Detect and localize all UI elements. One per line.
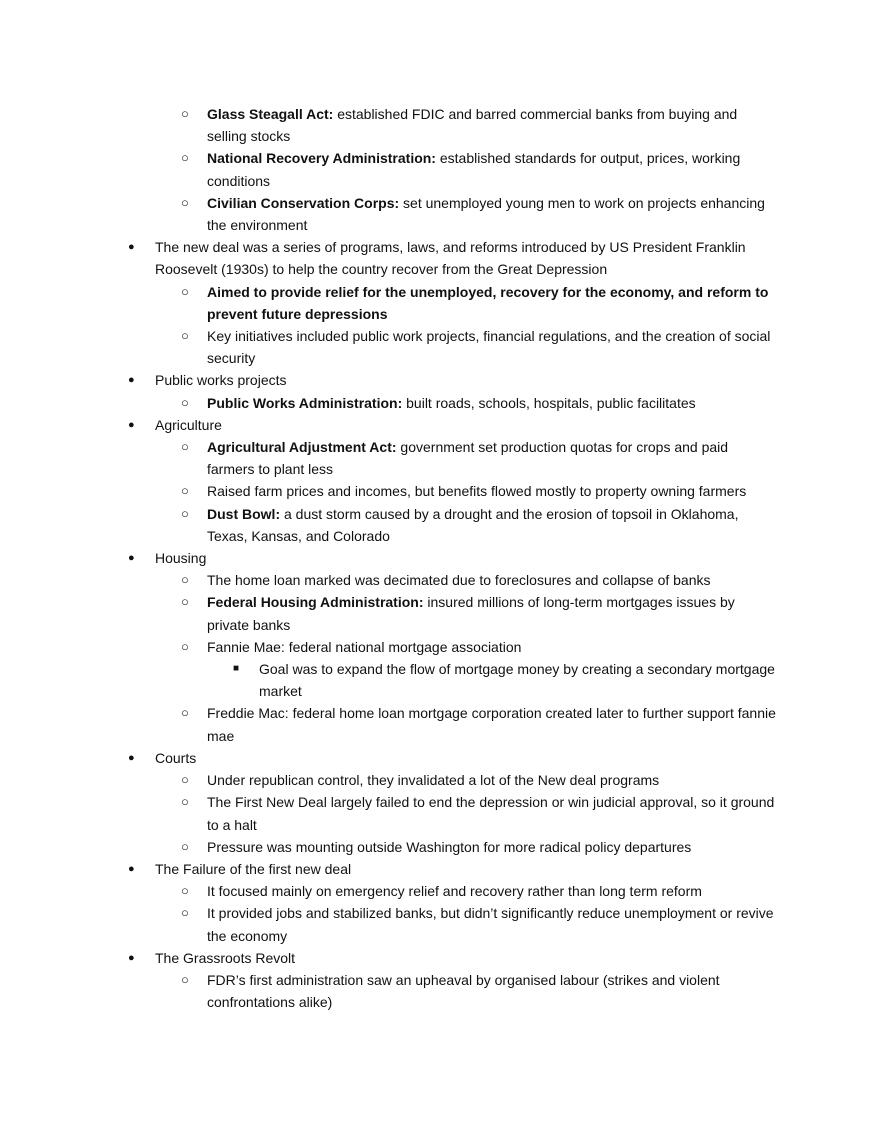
filled-bullet-icon: ● [128,951,135,964]
hollow-bullet-icon: ○ [181,772,189,788]
item-text: Courts [155,749,197,766]
outline-item-level-2 [0,769,777,791]
item-text: a dust storm caused by a drought and the erosion of topsoil in Oklahoma, Texas, Kansas, and Colorado [207,505,739,544]
outline-item-level-2 [0,902,777,946]
item-text: insured millions of long-term mortgages issues by private banks [207,594,735,633]
hollow-bullet-icon: ○ [181,705,189,721]
outline-item-level-2 [0,836,777,858]
item-text: Goal was to expand the flow of mortgage money by creating a secondary mortgage market [259,661,775,700]
item-text: Raised farm prices and incomes, but benefits flowed mostly to property owning farmers [207,483,747,500]
outline-item-level-2 [0,880,777,902]
hollow-bullet-icon: ○ [181,638,189,654]
outline-item-level-2 [0,147,777,191]
bold-term: Federal Housing Administration: [207,594,424,611]
outline-item-level-2 [0,569,777,591]
item-text: FDR’s first administration saw an upheaval by organised labour (strikes and violent confrontations alike) [207,971,720,1011]
outline-item-level-2 [0,392,777,414]
hollow-bullet-icon: ○ [181,594,189,610]
outline-item-level-2 [0,436,777,480]
item-text: Key initiatives included public work projects, financial regulations, and the creation of social security [207,328,771,367]
bold-term: Aimed to provide relief for the unemployed, recovery for the economy, and reform to prevent future depressions [207,283,769,322]
item-text: Under republican control, they invalidated a lot of the New deal programs [207,772,660,789]
outline-item-level-2 [0,636,777,658]
filled-bullet-icon: ● [128,862,135,875]
hollow-bullet-icon: ○ [181,971,189,987]
outline-item-level-2 [0,791,777,835]
item-text: government set production quotas for crops and paid farmers to plant less [207,439,729,478]
item-text: set unemployed young men to work on projects enhancing the environment [207,194,765,234]
square-bullet-icon: ■ [233,663,240,675]
filled-bullet-icon: ● [128,374,135,387]
item-text: It provided jobs and stabilized banks, but didn’t significantly reduce unemployment or revive the economy [207,905,774,944]
item-text: The First New Deal largely failed to end the depression or win judicial approval, so it ground to a halt [207,794,775,833]
outline-list [0,103,880,1013]
item-text: It focused mainly on emergency relief and recovery rather than long term reform [207,883,702,900]
outline-item-level-2 [0,192,777,236]
hollow-bullet-icon: ○ [181,283,189,299]
outline-item-level-2 [0,325,777,369]
outline-item-level-1 [0,414,780,436]
outline-item-level-1 [0,747,780,769]
hollow-bullet-icon: ○ [181,883,189,899]
outline-item-level-2 [0,281,777,325]
bold-term: Glass Steagall Act: [207,106,334,122]
hollow-bullet-icon: ○ [181,838,189,854]
bold-term: National Recovery Administration: [207,150,436,167]
filled-bullet-icon: ● [128,418,135,431]
item-text: established FDIC and barred commercial banks from buying and selling stocks [207,106,738,145]
filled-bullet-icon: ● [128,552,135,565]
outline-item-level-1 [0,547,780,569]
hollow-bullet-icon: ○ [181,150,189,166]
hollow-bullet-icon: ○ [181,794,189,810]
hollow-bullet-icon: ○ [181,394,189,410]
filled-bullet-icon: ● [128,241,135,254]
outline-item-level-2 [0,591,777,635]
outline-item-level-2 [0,503,777,547]
hollow-bullet-icon: ○ [181,106,189,121]
hollow-bullet-icon: ○ [181,439,189,455]
bold-term: Dust Bowl: [207,505,281,522]
item-text: The Grassroots Revolt [155,949,296,966]
bold-term: Public Works Administration: [207,394,403,411]
item-text: Public works projects [155,372,287,389]
item-text: Fannie Mae: federal national mortgage association [207,638,522,655]
outline-item-level-1 [0,858,780,880]
outline-item-level-2 [0,103,777,147]
item-text: Agriculture [155,416,222,433]
outline-item-level-1 [0,236,780,280]
item-text: Freddie Mac: federal home loan mortgage corporation created later to further support fannie mae [207,705,776,744]
item-text: Housing [155,550,207,567]
hollow-bullet-icon: ○ [181,905,189,921]
item-text: built roads, schools, hospitals, public facilitates [402,394,696,411]
hollow-bullet-icon: ○ [181,572,189,588]
outline-item-level-2 [0,969,777,1013]
outline-item-level-1 [0,369,780,391]
outline-item-level-1 [0,947,780,969]
item-text: established standards for output, prices, working conditions [207,150,741,189]
filled-bullet-icon: ● [128,751,135,764]
bold-term: Agricultural Adjustment Act: [207,439,397,456]
item-text: The home loan marked was decimated due to foreclosures and collapse of banks [207,572,711,589]
hollow-bullet-icon: ○ [181,328,189,344]
outline-item-level-2 [0,702,777,746]
hollow-bullet-icon: ○ [181,194,189,210]
item-text: Pressure was mounting outside Washington for more radical policy departures [207,838,692,855]
hollow-bullet-icon: ○ [181,483,189,499]
bold-term: Civilian Conservation Corps: [207,194,400,211]
outline-item-level-3 [0,658,779,702]
hollow-bullet-icon: ○ [181,505,189,521]
item-text: The new deal was a series of programs, laws, and reforms introduced by US President Franklin Roosevelt (1930s) to help the country recover from the Great Depression [155,239,746,278]
item-text: The Failure of the first new deal [155,860,352,877]
outline-item-level-2 [0,480,777,502]
